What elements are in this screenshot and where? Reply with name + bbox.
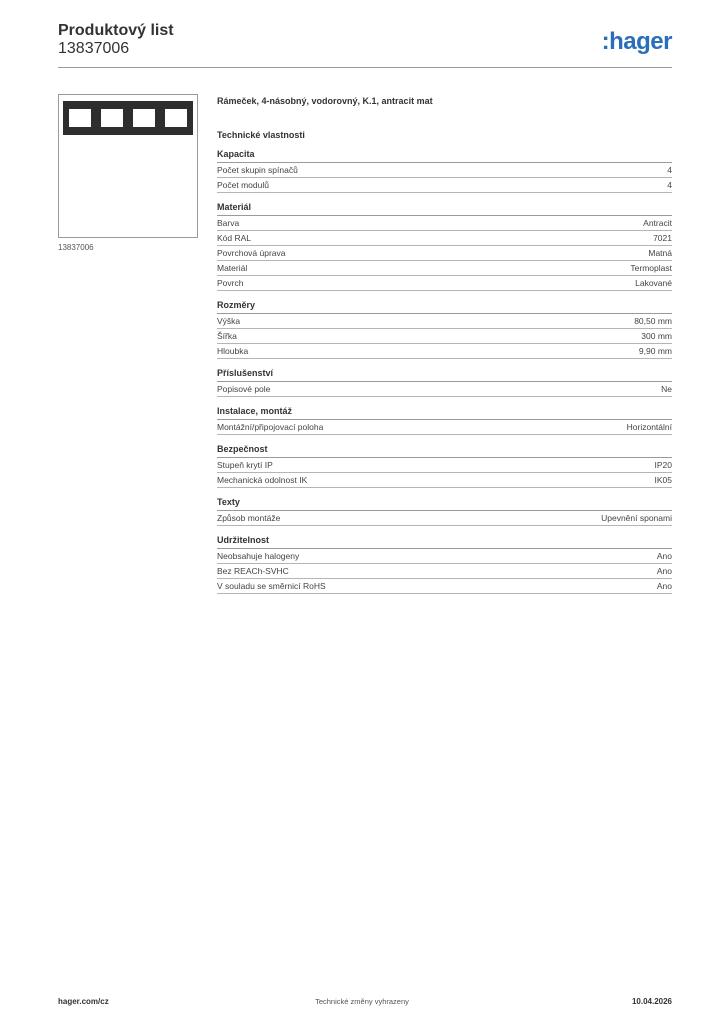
spec-groups bbox=[217, 149, 672, 594]
product-name: Rámeček, 4-násobný, vodorovný, K.1, antracit mat bbox=[217, 96, 433, 106]
spec-row bbox=[217, 420, 672, 435]
spec-group bbox=[217, 149, 672, 193]
spec-value: Ne bbox=[661, 384, 672, 394]
spec-row bbox=[217, 564, 672, 579]
spec-label: Povrchová úprava bbox=[217, 248, 286, 258]
spec-label: Počet skupin spínačů bbox=[217, 165, 298, 175]
spec-content bbox=[217, 96, 672, 603]
spec-row bbox=[217, 458, 672, 473]
spec-label: Šířka bbox=[217, 331, 237, 341]
image-caption: 13837006 bbox=[58, 243, 94, 252]
spec-row bbox=[217, 329, 672, 344]
spec-row bbox=[217, 261, 672, 276]
spec-label: Barva bbox=[217, 218, 240, 228]
group-title: Kapacita bbox=[217, 149, 672, 163]
spec-row bbox=[217, 163, 672, 178]
group-title: Rozměry bbox=[217, 300, 672, 314]
spec-group bbox=[217, 202, 672, 291]
spec-value: Matná bbox=[648, 248, 672, 258]
spec-value: Lakované bbox=[635, 278, 672, 288]
spec-value: IP20 bbox=[654, 460, 672, 470]
spec-group bbox=[217, 406, 672, 435]
spec-label: Stupeň krytí IP bbox=[217, 460, 273, 470]
hager-logo: :hager bbox=[601, 28, 672, 55]
spec-row bbox=[217, 382, 672, 397]
spec-value: 80,50 mm bbox=[634, 316, 672, 326]
spec-group bbox=[217, 497, 672, 526]
spec-label: V souladu se směrnicí RoHS bbox=[217, 581, 326, 591]
spec-value: Ano bbox=[656, 566, 672, 576]
spec-label: Povrch bbox=[217, 278, 244, 288]
document-number: 13837006 bbox=[58, 40, 130, 57]
spec-value: Termoplast bbox=[630, 263, 672, 273]
group-title: Příslušenství bbox=[217, 368, 672, 382]
document-title: Produktový list bbox=[58, 22, 174, 39]
footer-notice: Technické změny vyhrazeny bbox=[315, 997, 409, 1006]
spec-label: Kód RAL bbox=[217, 233, 252, 243]
spec-row bbox=[217, 216, 672, 231]
frame-opening bbox=[165, 109, 187, 127]
group-title: Udržitelnost bbox=[217, 535, 672, 549]
group-title: Bezpečnost bbox=[217, 444, 672, 458]
spec-value: 4 bbox=[667, 165, 672, 175]
spec-label: Neobsahuje halogeny bbox=[217, 551, 300, 561]
footer-website[interactable]: hager.com/cz bbox=[58, 997, 109, 1006]
spec-label: Materiál bbox=[217, 263, 248, 273]
frame-illustration bbox=[63, 101, 193, 135]
spec-row bbox=[217, 579, 672, 594]
spec-value: 9,90 mm bbox=[638, 346, 672, 356]
group-title: Texty bbox=[217, 497, 672, 511]
spec-value: Ano bbox=[656, 551, 672, 561]
spec-value: Horizontální bbox=[626, 422, 672, 432]
spec-label: Počet modulů bbox=[217, 180, 269, 190]
spec-label: Montážní/připojovací poloha bbox=[217, 422, 324, 432]
section-heading: Technické vlastnosti bbox=[217, 130, 305, 140]
frame-opening bbox=[133, 109, 155, 127]
product-image bbox=[58, 94, 198, 238]
spec-group bbox=[217, 300, 672, 359]
spec-label: Bez REACh-SVHC bbox=[217, 566, 289, 576]
header-divider bbox=[58, 67, 672, 68]
spec-row bbox=[217, 473, 672, 488]
spec-group bbox=[217, 444, 672, 488]
spec-row bbox=[217, 178, 672, 193]
spec-value: 4 bbox=[667, 180, 672, 190]
spec-value: Upevnění sponami bbox=[601, 513, 672, 523]
spec-value: Ano bbox=[656, 581, 672, 591]
spec-row bbox=[217, 246, 672, 261]
spec-row bbox=[217, 511, 672, 526]
group-title: Materiál bbox=[217, 202, 672, 216]
spec-row bbox=[217, 314, 672, 329]
spec-label: Mechanická odolnost IK bbox=[217, 475, 308, 485]
frame-opening bbox=[69, 109, 91, 127]
footer-date: 10.04.2026 bbox=[631, 997, 672, 1006]
spec-value: Antracit bbox=[643, 218, 672, 228]
group-title: Instalace, montáž bbox=[217, 406, 672, 420]
document-header bbox=[58, 22, 174, 58]
spec-row bbox=[217, 549, 672, 564]
spec-label: Výška bbox=[217, 316, 241, 326]
spec-value: IK05 bbox=[654, 475, 672, 485]
spec-row bbox=[217, 344, 672, 359]
spec-row bbox=[217, 276, 672, 291]
spec-group bbox=[217, 535, 672, 594]
spec-value: 7021 bbox=[653, 233, 672, 243]
spec-group bbox=[217, 368, 672, 397]
spec-value: 300 mm bbox=[641, 331, 672, 341]
spec-row bbox=[217, 231, 672, 246]
frame-opening bbox=[101, 109, 123, 127]
spec-label: Popisové pole bbox=[217, 384, 271, 394]
spec-label: Způsob montáže bbox=[217, 513, 281, 523]
spec-label: Hloubka bbox=[217, 346, 249, 356]
